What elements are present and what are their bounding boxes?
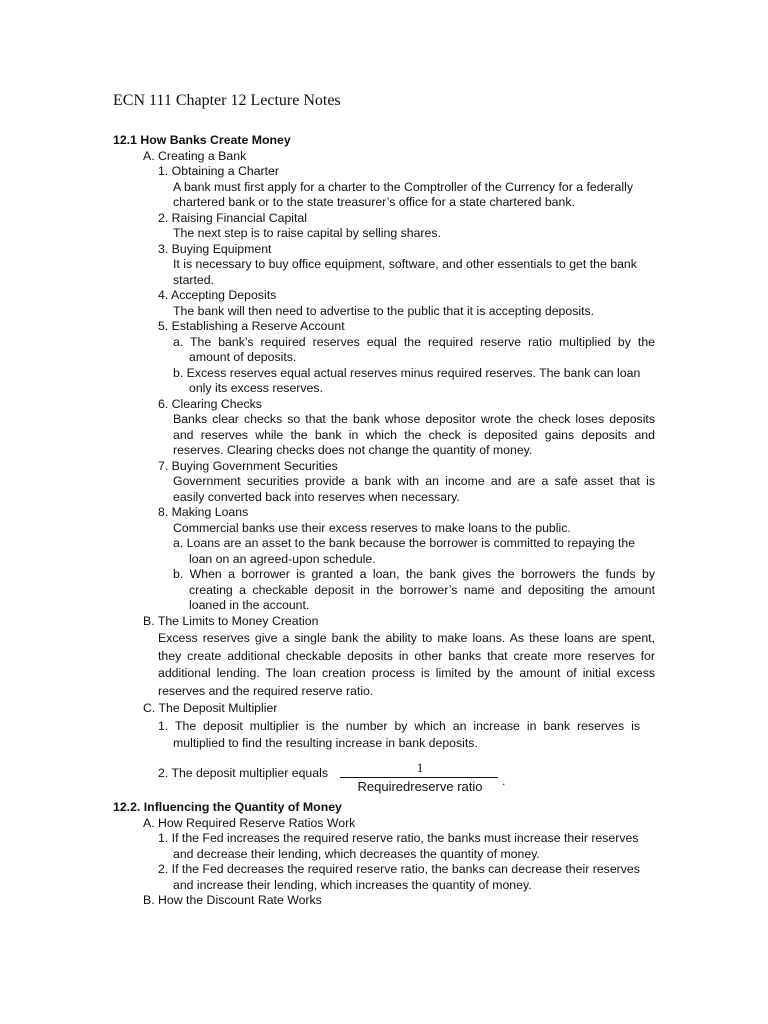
text-line [158,631,655,647]
text-line [158,319,345,335]
line-text: a. The bank’s required reserves equal the required reserve ratio multiplied by the [173,334,655,349]
text-line [158,242,271,258]
line-text: 2. Raising Financial Capital [158,210,308,225]
formula-period: . [502,774,506,788]
text-line [158,766,328,782]
text-line [158,164,279,180]
text-line [143,893,322,909]
text-line [158,459,338,475]
line-text: only its excess reserves. [189,381,323,395]
line-text: C. The Deposit Multiplier [143,701,278,715]
text-line [158,862,640,878]
line-text: creating a checkable deposit in the borrower’s name and depositing the amount [189,582,655,597]
text-line [173,366,640,382]
line-text: The next step is to raise capital by selling shares. [173,226,441,240]
line-text: 5. Establishing a Reserve Account [158,319,345,333]
text-line [158,397,262,413]
formula-numerator: 1 [416,760,424,775]
line-text: 1. If the Fed increases the required reserve ratio, the banks must increase their reserves [158,831,639,845]
text-line [173,567,655,583]
line-text: Commercial banks use their excess reserves to make loans to the public. [173,520,571,535]
line-text: The bank will then need to advertise to the public that it is accepting deposits. [173,303,595,318]
line-text: multiplied to find the resulting increase in bank deposits. [173,736,478,750]
text-line [189,350,296,366]
line-text: and increase their lending, which increases the quantity of money. [173,878,532,892]
line-text: 1. The deposit multiplier is the number by which an increase in bank reserves is [158,718,640,733]
text-line [158,719,640,735]
line-text: 7. Buying Government Securities [158,458,338,473]
text-line [173,195,575,211]
line-text: amount of deposits. [189,350,297,364]
line-text: and reserves while the bank in which the check is deposited gains deposits and [173,427,655,442]
line-text: A bank must first apply for a charter to the Comptroller of the Currency for a federally [173,179,633,194]
text-line [158,666,655,682]
line-text: 2. The deposit multiplier equals [158,766,328,780]
text-line [173,443,532,459]
text-line [189,381,323,397]
document-title: ECN 111 Chapter 12 Lecture Notes [113,92,341,109]
line-text: Excess reserves give a single bank the ability to make loans. As these loans are spent, [158,631,655,645]
line-text: they create additional checkable deposits in other banks that create more reserves for [158,648,655,663]
line-text: 6. Clearing Checks [158,396,262,411]
text-line [143,816,355,832]
text-line [173,847,540,863]
text-line [173,335,655,351]
text-line [173,257,637,273]
text-line [173,736,478,752]
line-text: b. When a borrower is granted a loan, the bank gives the borrowers the funds by [173,567,655,581]
line-text: B. The Limits to Money Creation [143,613,319,628]
line-text: Banks clear checks so that the bank whose depositor wrote the check loses deposits [173,412,655,426]
line-text: loaned in the account. [189,598,310,612]
text-line [173,180,633,196]
text-line [189,598,309,614]
deposit-multiplier-formula [340,760,500,794]
text-line [173,878,532,894]
line-text: chartered bank or to the state treasurer’s office for a state chartered bank. [173,195,575,209]
line-text: It is necessary to buy office equipment, software, and other essentials to get the bank [173,257,637,271]
text-line [173,474,655,490]
fraction-bar [340,777,498,778]
line-text: Government securities provide a bank with an income and are a safe asset that is [173,474,655,488]
line-text: A. Creating a Bank [143,148,247,163]
text-line [173,273,214,289]
text-line [158,211,307,227]
line-text: 12.1 How Banks Create Money [113,133,291,147]
text-line [189,583,655,599]
line-text: 4. Accepting Deposits [158,288,277,302]
text-line [173,521,571,537]
line-text: 1. Obtaining a Charter [158,164,279,178]
text-line [173,490,460,506]
text-line [158,505,248,521]
text-line [158,684,373,700]
line-text: b. Excess reserves equal actual reserves minus required reserves. The bank can loan [173,365,641,380]
text-line [158,288,276,304]
text-line [173,536,635,552]
text-line [189,552,376,568]
line-text: B. How the Discount Rate Works [143,893,322,907]
formula-denominator: Requiredreserve ratio [357,779,483,794]
text-line [173,226,441,242]
line-text: loan on an agreed-upon schedule. [189,551,376,566]
section-heading [113,133,291,149]
line-text: 12.2. Influencing the Quantity of Money [113,800,342,814]
line-text: a. Loans are an asset to the bank because the borrower is committed to repaying the [173,536,636,550]
line-text: reserves. Clearing checks does not change the quantity of money. [173,443,533,457]
line-text: 3. Buying Equipment [158,241,272,256]
section-heading [113,800,342,816]
line-text: and decrease their lending, which decreases the quantity of money. [173,847,540,861]
line-text: 8. Making Loans [158,505,249,519]
text-line [143,614,318,630]
line-text: A. How Required Reserve Ratios Work [143,816,356,830]
text-line [173,412,655,428]
text-line [173,428,655,444]
text-line [173,304,594,320]
text-line [158,831,639,847]
line-text: started. [173,272,215,287]
text-line [143,701,277,717]
line-text: 2. If the Fed decreases the required reserve ratio, the banks can decrease their reserves [158,862,640,876]
line-text: additional lending. The loan creation process is limited by the amount of initial excess [158,666,655,680]
text-line [158,649,655,665]
text-line [143,149,246,165]
line-text: easily converted back into reserves when necessary. [173,489,460,504]
line-text: reserves and the required reserve ratio. [158,683,374,698]
